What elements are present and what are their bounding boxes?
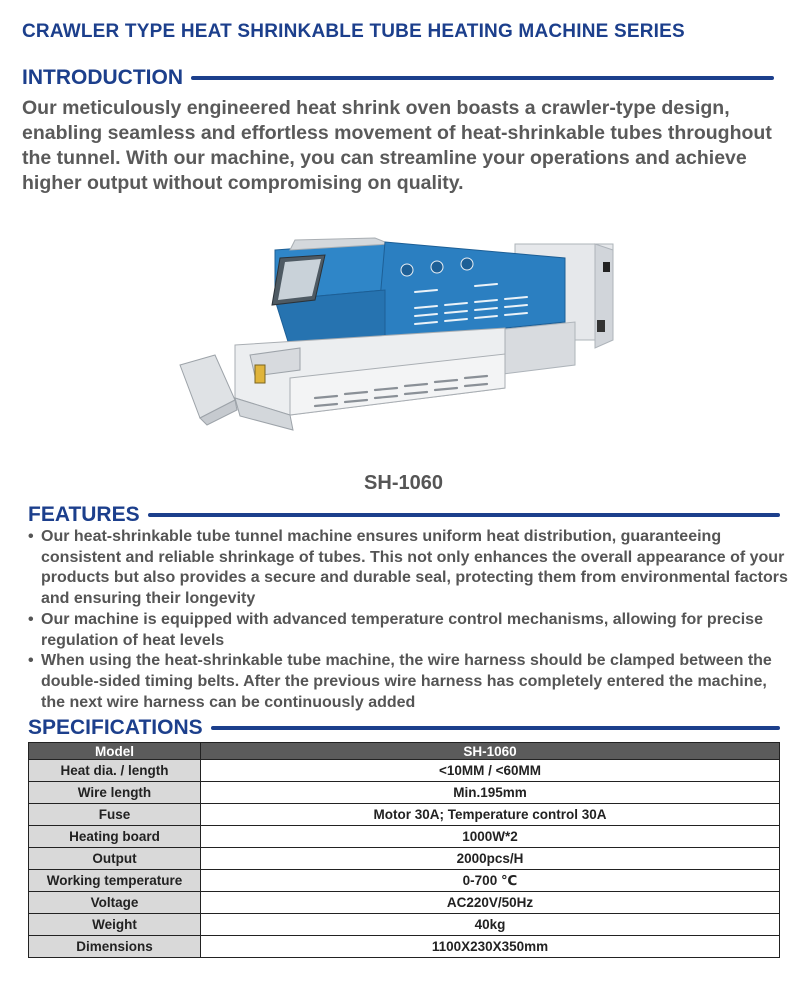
specifications-heading (28, 716, 780, 740)
table-row (29, 826, 780, 848)
bullet-icon: • (28, 652, 34, 670)
model-caption: SH-1060 (364, 472, 443, 494)
features-list (28, 527, 788, 713)
spec-value: 1000W*2 (201, 826, 780, 848)
specifications-table (28, 742, 780, 958)
spec-param: Output (29, 848, 201, 870)
spec-param: Heating board (29, 826, 201, 848)
table-row (29, 848, 780, 870)
table-row (29, 914, 780, 936)
bullet-icon: • (28, 528, 34, 545)
spec-value: Min.195mm (201, 782, 780, 804)
table-header-row (29, 743, 780, 760)
page-title: CRAWLER TYPE HEAT SHRINKABLE TUBE HEATING MACHINE SERIES (22, 21, 685, 42)
introduction-text: Our meticulously engineered heat shrink oven boasts a crawler-type design, enabling seamless and effortless movement of heat-shrinkable tubes throughout the tunnel. With our machine, you can streamline your operations and achieve higher output without compromising on quality. (22, 97, 772, 194)
introduction-heading-label: INTRODUCTION (22, 66, 183, 89)
features-divider (148, 513, 780, 517)
spec-value: Motor 30A; Temperature control 30A (201, 804, 780, 826)
spec-value: 0-700 ℃ (201, 870, 780, 892)
table-row (29, 892, 780, 914)
specifications-heading-label: SPECIFICATIONS (28, 716, 203, 739)
machine-lower-body (180, 328, 505, 430)
spec-param: Fuse (29, 804, 201, 826)
specifications-divider (211, 726, 780, 730)
spec-value: AC220V/50Hz (201, 892, 780, 914)
feature-item (28, 610, 788, 651)
column-header: Model (29, 743, 201, 760)
spec-value: <10MM / <60MM (201, 760, 780, 782)
spec-param: Weight (29, 914, 201, 936)
table-row (29, 760, 780, 782)
table-row (29, 804, 780, 826)
table-row (29, 870, 780, 892)
spec-param: Voltage (29, 892, 201, 914)
bullet-icon: • (28, 610, 34, 628)
spec-param: Heat dia. / length (29, 760, 201, 782)
spec-value: 40kg (201, 914, 780, 936)
feature-text: Our machine is equipped with advanced temperature control mechanisms, allowing for precise regulation of heat levels (41, 610, 763, 649)
table-row (29, 936, 780, 958)
feature-item (28, 651, 788, 713)
introduction-divider (191, 76, 774, 80)
introduction-heading (22, 66, 774, 90)
feature-item (28, 527, 788, 610)
feature-text: Our heat-shrinkable tube tunnel machine ensures uniform heat distribution, guaranteeing consistent and reliable shrinkage of tubes. This not only enhances the overall appearance of your products but also provides a secure and durable seal, protecting them from environmental factors and ensuring their longevity (41, 528, 788, 608)
column-header: SH-1060 (201, 743, 780, 760)
table-row (29, 782, 780, 804)
spec-param: Wire length (29, 782, 201, 804)
machine-image (175, 230, 625, 445)
spec-param: Dimensions (29, 936, 201, 958)
spec-param: Working temperature (29, 870, 201, 892)
features-heading (28, 503, 780, 527)
spec-value: 1100X230X350mm (201, 936, 780, 958)
features-heading-label: FEATURES (28, 503, 140, 526)
spec-value: 2000pcs/H (201, 848, 780, 870)
feature-text: When using the heat-shrinkable tube machine, the wire harness should be clamped between the double-sided timing belts. After the previous wire harness has completely entered the machine, the next wire harness can be continuously added (41, 652, 772, 711)
